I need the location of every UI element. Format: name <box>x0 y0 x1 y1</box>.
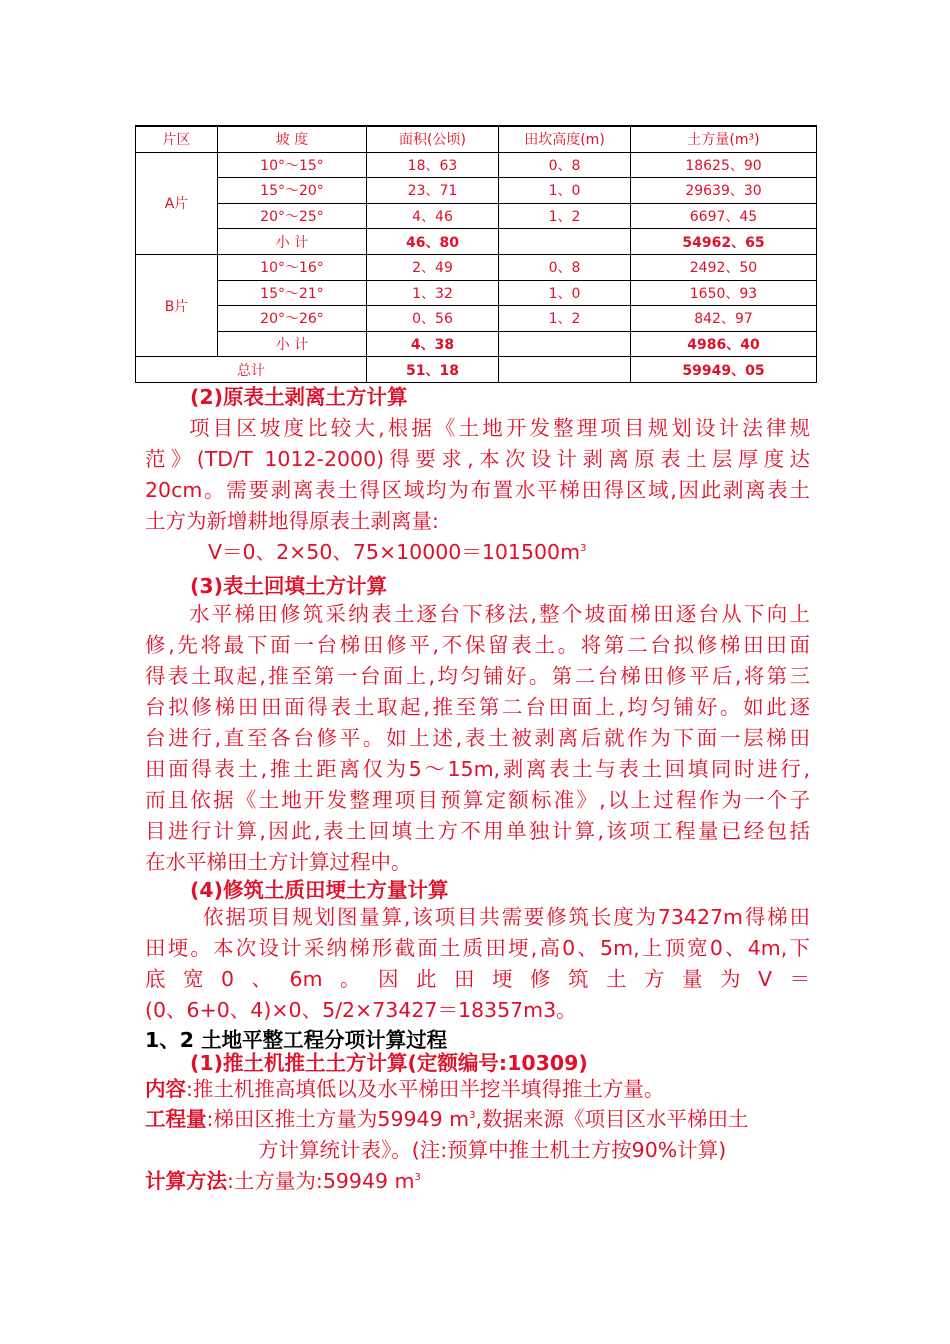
table-row <box>136 254 817 280</box>
subtotal-row-b <box>136 331 817 357</box>
para-line: 修,先将最下面一台梯田修平,不保留表土。将第二台拟修梯田田面 <box>145 633 810 657</box>
slope-cell: 10°～16° <box>218 254 367 280</box>
slope-cell: 15°～20° <box>218 178 367 204</box>
section-4-body <box>145 902 810 1026</box>
total-row <box>136 357 817 383</box>
table-row <box>136 280 817 306</box>
para-line: 20cm。需要剥离表土得区域均为布置水平梯田得区域,因此剥离表土 <box>145 478 810 502</box>
para-line: 依据项目规划图量算,该项目共需要修筑长度为73427m得梯田 <box>203 905 810 929</box>
section-3-body <box>145 599 810 878</box>
quantity-line <box>145 1104 825 1135</box>
formula-text: V＝0、2×50、75×10000＝101500m <box>208 540 581 564</box>
section-3-heading: (3)表土回填土方计算 <box>190 574 388 598</box>
subtotal-row-a <box>136 229 817 255</box>
section-1-2-heading: 1、2 土地平整工程分项计算过程 <box>145 1028 448 1052</box>
slope-cell: 15°～21° <box>218 280 367 306</box>
slope-cell: 20°～26° <box>218 306 367 332</box>
height-cell: 1、2 <box>499 306 631 332</box>
subtotal-height-empty <box>499 229 631 255</box>
para-line: 而且依据《土地开发整理项目预算定额标准》,以上过程作为一个子 <box>145 788 810 812</box>
formula-sup: 3 <box>580 543 587 555</box>
content-label: 内容 <box>145 1077 186 1101</box>
zone-a-label: A片 <box>136 152 218 254</box>
content-line <box>145 1074 825 1105</box>
area-cell: 18、63 <box>367 152 499 178</box>
table-header-row <box>136 126 817 152</box>
para-line: 土方为新增耕地得原表土剥离量: <box>145 509 439 533</box>
area-cell: 23、71 <box>367 178 499 204</box>
subtotal-area: 46、80 <box>367 229 499 255</box>
method-line <box>145 1166 825 1197</box>
para-line: 得表土取起,推至第一台面上,均匀铺好。第二台梯田修平后,将第三 <box>145 664 810 688</box>
subtotal-volume: 4986、40 <box>631 331 817 357</box>
area-cell: 2、49 <box>367 254 499 280</box>
quantity-label: 工程量 <box>145 1107 207 1131</box>
section-2-heading: (2)原表土剥离土方计算 <box>190 385 408 409</box>
section-2-formula <box>208 537 768 568</box>
height-cell: 0、8 <box>499 152 631 178</box>
para-line: 田面得表土,推土距离仅为5～15m,剥离表土与表土回填同时进行, <box>145 757 810 781</box>
subtotal-volume: 54962、65 <box>631 229 817 255</box>
volume-cell: 1650、93 <box>631 280 817 306</box>
header-height: 田坎高度(m) <box>499 126 631 152</box>
section-2-body <box>145 413 810 537</box>
para-line: (0、6+0、4)×0、5/2×73427＝18357m3。 <box>145 998 577 1022</box>
table-row <box>136 306 817 332</box>
method-label: 计算方法 <box>145 1169 227 1193</box>
method-sup: 3 <box>414 1172 421 1184</box>
volume-cell: 2492、50 <box>631 254 817 280</box>
subtotal-label: 小 计 <box>218 229 367 255</box>
table-row <box>136 203 817 229</box>
subtotal-area: 4、38 <box>367 331 499 357</box>
para-line: 台进行,直至各台修平。如上述,表土被剥离后就作为下面一层梯田 <box>145 726 810 750</box>
total-height-empty <box>499 357 631 383</box>
height-cell: 0、8 <box>499 254 631 280</box>
para-line: 水平梯田修筑采纳表土逐台下移法,整个坡面梯田逐台从下向上 <box>189 602 810 626</box>
para-line: 台拟修梯田田面得表土取起,推至第二台田面上,均匀铺好。如此逐 <box>145 695 810 719</box>
volume-cell: 6697、45 <box>631 203 817 229</box>
height-cell: 1、2 <box>499 203 631 229</box>
total-label: 总计 <box>136 357 367 383</box>
header-zone: 片区 <box>136 126 218 152</box>
header-slope: 坡 度 <box>218 126 367 152</box>
method-text: :土方量为:59949 m <box>227 1169 415 1193</box>
para-line: 目进行计算,因此,表土回填土方不用单独计算,该项工程量已经包括 <box>145 819 810 843</box>
slope-cell: 10°～15° <box>218 152 367 178</box>
para-line: 项目区坡度比较大,根据《土地开发整理项目规划设计法律规 <box>189 416 810 440</box>
earthwork-table <box>135 125 817 383</box>
content-text: :推土机推高填低以及水平梯田半挖半填得推土方量。 <box>186 1077 665 1101</box>
slope-cell: 20°～25° <box>218 203 367 229</box>
zone-b-label: B片 <box>136 254 218 356</box>
subsection-1-heading: (1)推土机推土土方计算(定额编号:10309) <box>190 1051 588 1075</box>
subtotal-height-empty <box>499 331 631 357</box>
para-line: 在水平梯田土方计算过程中。 <box>145 850 412 874</box>
para-line: 田埂。本次设计采纳梯形截面土质田埂,高0、5m,上顶宽0、4m,下 <box>145 936 810 960</box>
volume-cell: 29639、30 <box>631 178 817 204</box>
table-row <box>136 178 817 204</box>
total-area: 51、18 <box>367 357 499 383</box>
header-area: 面积(公顷) <box>367 126 499 152</box>
area-cell: 0、56 <box>367 306 499 332</box>
para-line: 底宽0、6m。因此田埂修筑土方量为V＝ <box>145 967 810 991</box>
quantity-sup: 3 <box>469 1110 476 1122</box>
section-4-heading: (4)修筑土质田埂土方量计算 <box>190 878 449 902</box>
header-volume: 土方量(m³) <box>631 126 817 152</box>
height-cell: 1、0 <box>499 280 631 306</box>
area-cell: 4、46 <box>367 203 499 229</box>
table-row <box>136 152 817 178</box>
volume-cell: 18625、90 <box>631 152 817 178</box>
volume-cell: 842、97 <box>631 306 817 332</box>
height-cell: 1、0 <box>499 178 631 204</box>
subtotal-label: 小 计 <box>218 331 367 357</box>
total-volume: 59949、05 <box>631 357 817 383</box>
quantity-text-2: ,数据来源《项目区水平梯田土 <box>475 1107 749 1131</box>
quantity-line-2: 方计算统计表》。(注:预算中推土机土方按90%计算) <box>258 1138 727 1162</box>
para-line: 范》(TD/T 1012-2000)得要求,本次设计剥离原表土层厚度达 <box>145 447 810 471</box>
quantity-text: :梯田区推土方量为59949 m <box>206 1107 470 1131</box>
area-cell: 1、32 <box>367 280 499 306</box>
